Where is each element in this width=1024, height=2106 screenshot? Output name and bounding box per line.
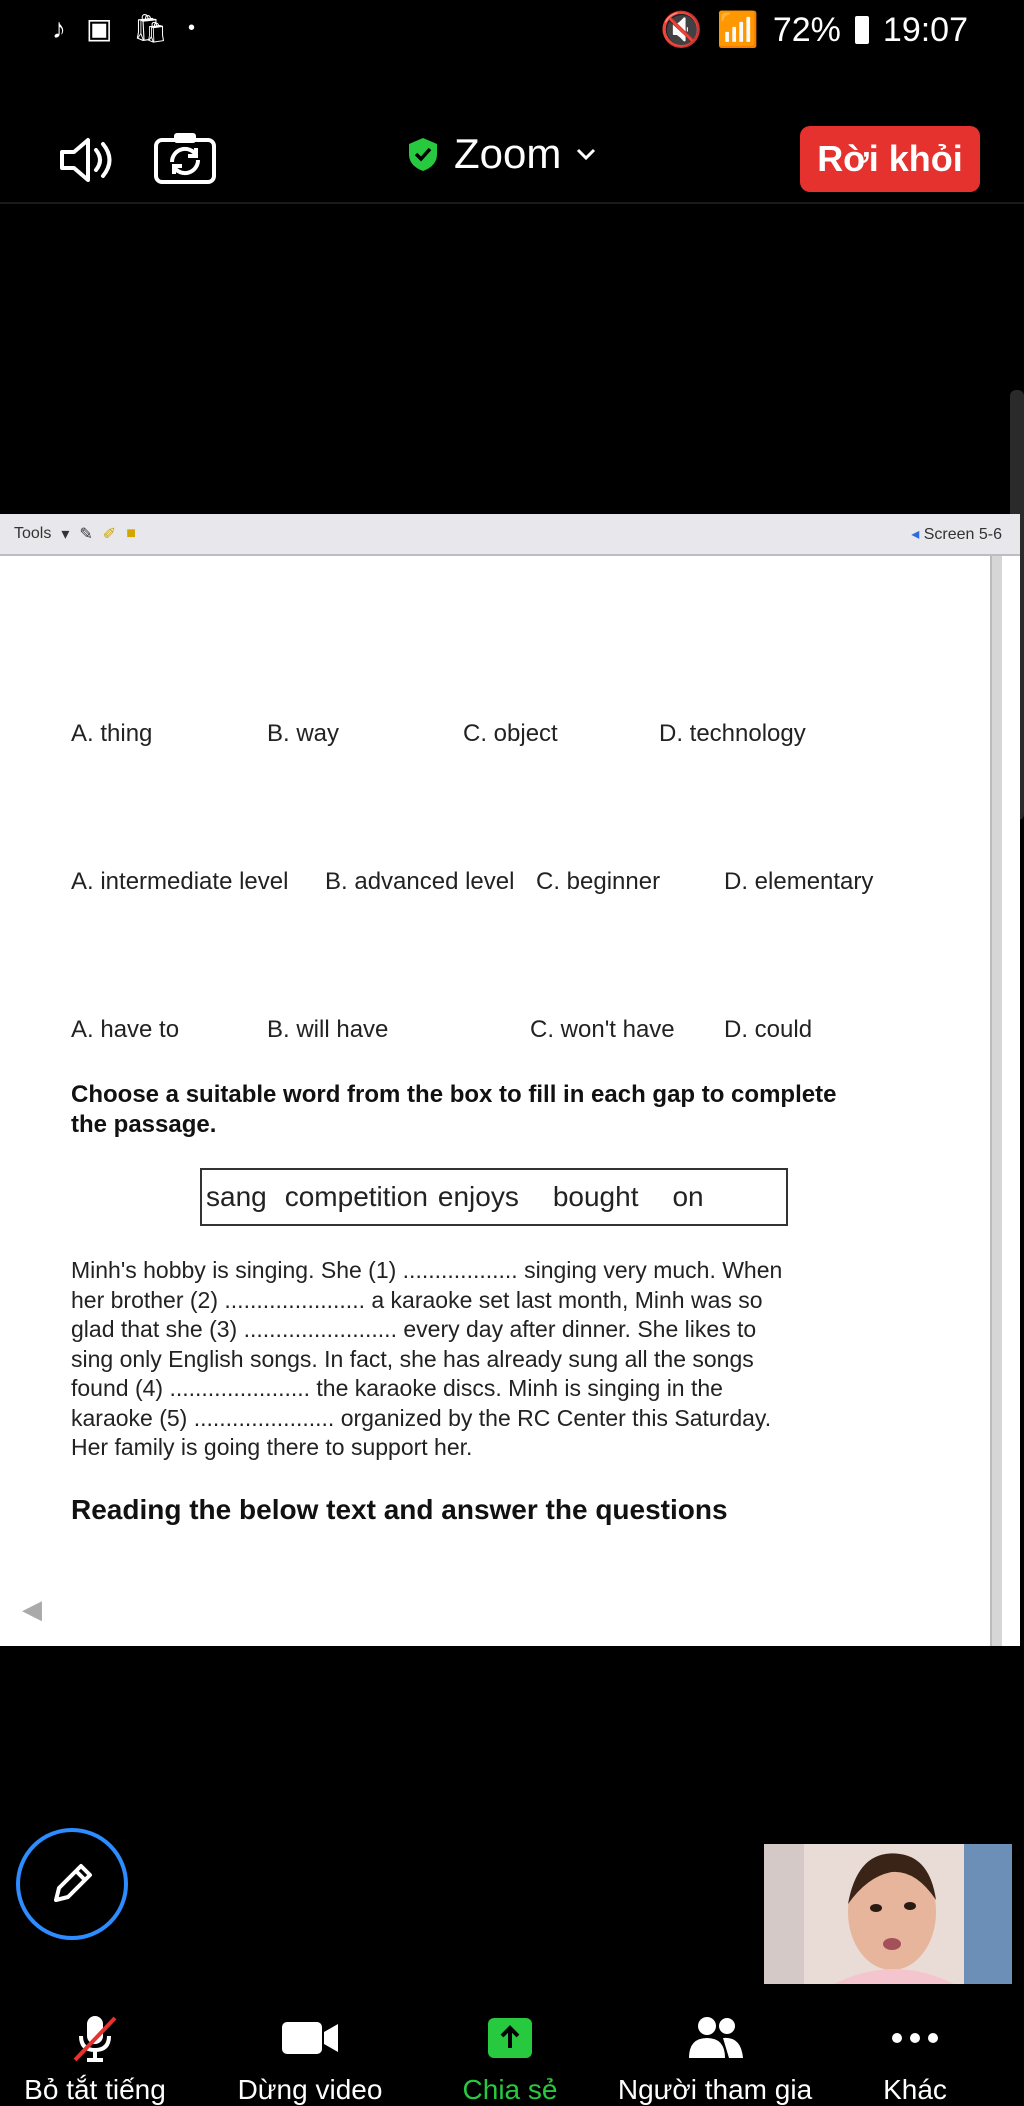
dot-icon: • bbox=[188, 17, 196, 39]
share-label: Chia sẻ bbox=[462, 2074, 558, 2105]
battery-percent: 72% bbox=[772, 10, 841, 49]
passage-line: her brother (2) ...................... a karaoke set last month, Minh was so bbox=[71, 1286, 763, 1313]
passage-line: glad that she (3) ........................ every day after dinner. She likes to bbox=[71, 1316, 757, 1342]
participants-icon bbox=[683, 2010, 747, 2066]
share-button[interactable] bbox=[450, 2010, 570, 2106]
passage bbox=[71, 1256, 931, 1463]
status-bar bbox=[0, 0, 1024, 64]
question-blank: .............................. bbox=[71, 821, 272, 848]
passage-line: Her family is going there to support her. bbox=[71, 1434, 473, 1460]
option-b: B. advanced level bbox=[325, 868, 515, 895]
header-divider bbox=[0, 202, 1024, 204]
option-d: D. technology bbox=[659, 720, 806, 747]
shopping-bag-icon: 🛍 bbox=[132, 13, 169, 44]
more-button[interactable] bbox=[860, 2010, 970, 2106]
stop-video-label: Dừng video bbox=[237, 2074, 383, 2105]
self-video-tile[interactable] bbox=[764, 1844, 1012, 1984]
option-d: D. could bbox=[724, 1016, 813, 1043]
clock: 19:07 bbox=[882, 10, 968, 49]
option-d: D. elementary bbox=[724, 868, 874, 895]
question-stem-cont: information. bbox=[71, 661, 197, 688]
passage-line: found (4) ...................... the karaoke discs. Minh is singing in the bbox=[71, 1375, 723, 1401]
video-camera-icon bbox=[278, 2010, 342, 2066]
share-screen-icon bbox=[482, 2010, 538, 2066]
option-c: C. won't have bbox=[530, 1016, 675, 1043]
more-dots-icon bbox=[887, 2010, 943, 2066]
more-label: Khác bbox=[883, 2074, 947, 2105]
participant-video-image bbox=[764, 1844, 1012, 1984]
folder-icon: ■ bbox=[126, 525, 136, 542]
instruction bbox=[71, 1080, 931, 1140]
option-a: A. intermediate level bbox=[71, 868, 289, 895]
annotate-button[interactable] bbox=[16, 1828, 128, 1940]
gallery-icon: ▣ bbox=[86, 13, 113, 44]
drawing-tool-icon: ✎ bbox=[79, 526, 93, 543]
word-item: sang bbox=[206, 1181, 267, 1212]
meeting-title-text: Zoom bbox=[454, 130, 562, 177]
question-stem: 34.They are new to English, so they attend a class for bbox=[71, 781, 642, 808]
tools-menu: Tools bbox=[14, 525, 52, 542]
passage-line: karaoke (5) ...................... organized by the RC Center this Saturday. bbox=[71, 1404, 772, 1431]
option-c: C. object bbox=[463, 720, 558, 747]
option-a: A. have to bbox=[71, 1016, 180, 1043]
word-item: competition bbox=[284, 1181, 428, 1212]
option-c: C. beginner bbox=[536, 868, 661, 895]
screen-label: Screen 5-6 bbox=[923, 526, 1002, 543]
mute-status-icon: 🔇 bbox=[660, 11, 703, 49]
pencil-icon bbox=[46, 1858, 98, 1910]
instruction-line: the passage. bbox=[71, 1111, 217, 1138]
question-34 bbox=[71, 780, 931, 850]
participants-button[interactable] bbox=[610, 2010, 820, 2106]
word-box bbox=[200, 1168, 788, 1226]
participants-label: Người tham gia bbox=[617, 2074, 813, 2105]
option-a: A. thing bbox=[71, 720, 153, 747]
word-item: bought bbox=[552, 1181, 639, 1212]
options-35 bbox=[0, 1016, 1000, 1048]
option-b: B. way bbox=[267, 720, 340, 747]
microphone-muted-icon bbox=[67, 2010, 123, 2066]
question-stem: 32.The Internet is a very convenient................................ for me to get bbox=[71, 631, 808, 658]
shared-toolbar bbox=[0, 514, 1020, 556]
tools-group bbox=[14, 524, 136, 544]
question-32 bbox=[71, 630, 931, 690]
question-stem: 35.If you want to attend the course, you .........................pass this bbox=[71, 929, 760, 956]
word-item: enjoys bbox=[437, 1181, 519, 1212]
stop-video-button[interactable] bbox=[225, 2010, 395, 2106]
word-item: on bbox=[672, 1181, 704, 1212]
options-34 bbox=[0, 868, 1000, 900]
arrow-left-icon: ◂ bbox=[911, 526, 920, 543]
passage-line: sing only English songs. In fact, she has already sung all the songs bbox=[71, 1345, 754, 1372]
speaker-icon[interactable] bbox=[56, 130, 116, 190]
question-35 bbox=[71, 928, 931, 988]
mute-label: Bỏ tắt tiếng bbox=[24, 2074, 166, 2105]
shield-check-icon bbox=[406, 136, 440, 172]
mute-button[interactable] bbox=[20, 2010, 170, 2106]
option-b: B. will have bbox=[267, 1016, 389, 1043]
switch-camera-icon[interactable] bbox=[152, 128, 212, 188]
status-left-icons bbox=[52, 12, 195, 45]
screen-indicator bbox=[911, 524, 1002, 544]
status-right bbox=[660, 10, 968, 50]
reading-heading: Reading the below text and answer the questions bbox=[71, 1494, 728, 1525]
meeting-title[interactable] bbox=[406, 130, 597, 178]
prev-page-arrow-icon[interactable]: ◀ bbox=[22, 1594, 42, 1624]
leave-button[interactable]: Rời khỏi bbox=[800, 126, 980, 192]
highlighter-icon: ✐ bbox=[102, 526, 117, 543]
passage-line: Minh's hobby is singing. She (1) .................. singing very much. When bbox=[71, 1257, 783, 1283]
chevron-down-icon bbox=[575, 147, 597, 161]
battery-icon bbox=[855, 16, 869, 44]
question-stem-cont: examination. bbox=[71, 959, 208, 986]
tools-dropdown-icon: ▾ bbox=[61, 526, 70, 543]
tiktok-icon: ♪ bbox=[52, 12, 66, 44]
options-32 bbox=[0, 720, 1000, 752]
instruction-line: Choose a suitable word from the box to fill in each gap to complete bbox=[71, 1081, 837, 1108]
wifi-icon: 📶 bbox=[716, 11, 759, 49]
